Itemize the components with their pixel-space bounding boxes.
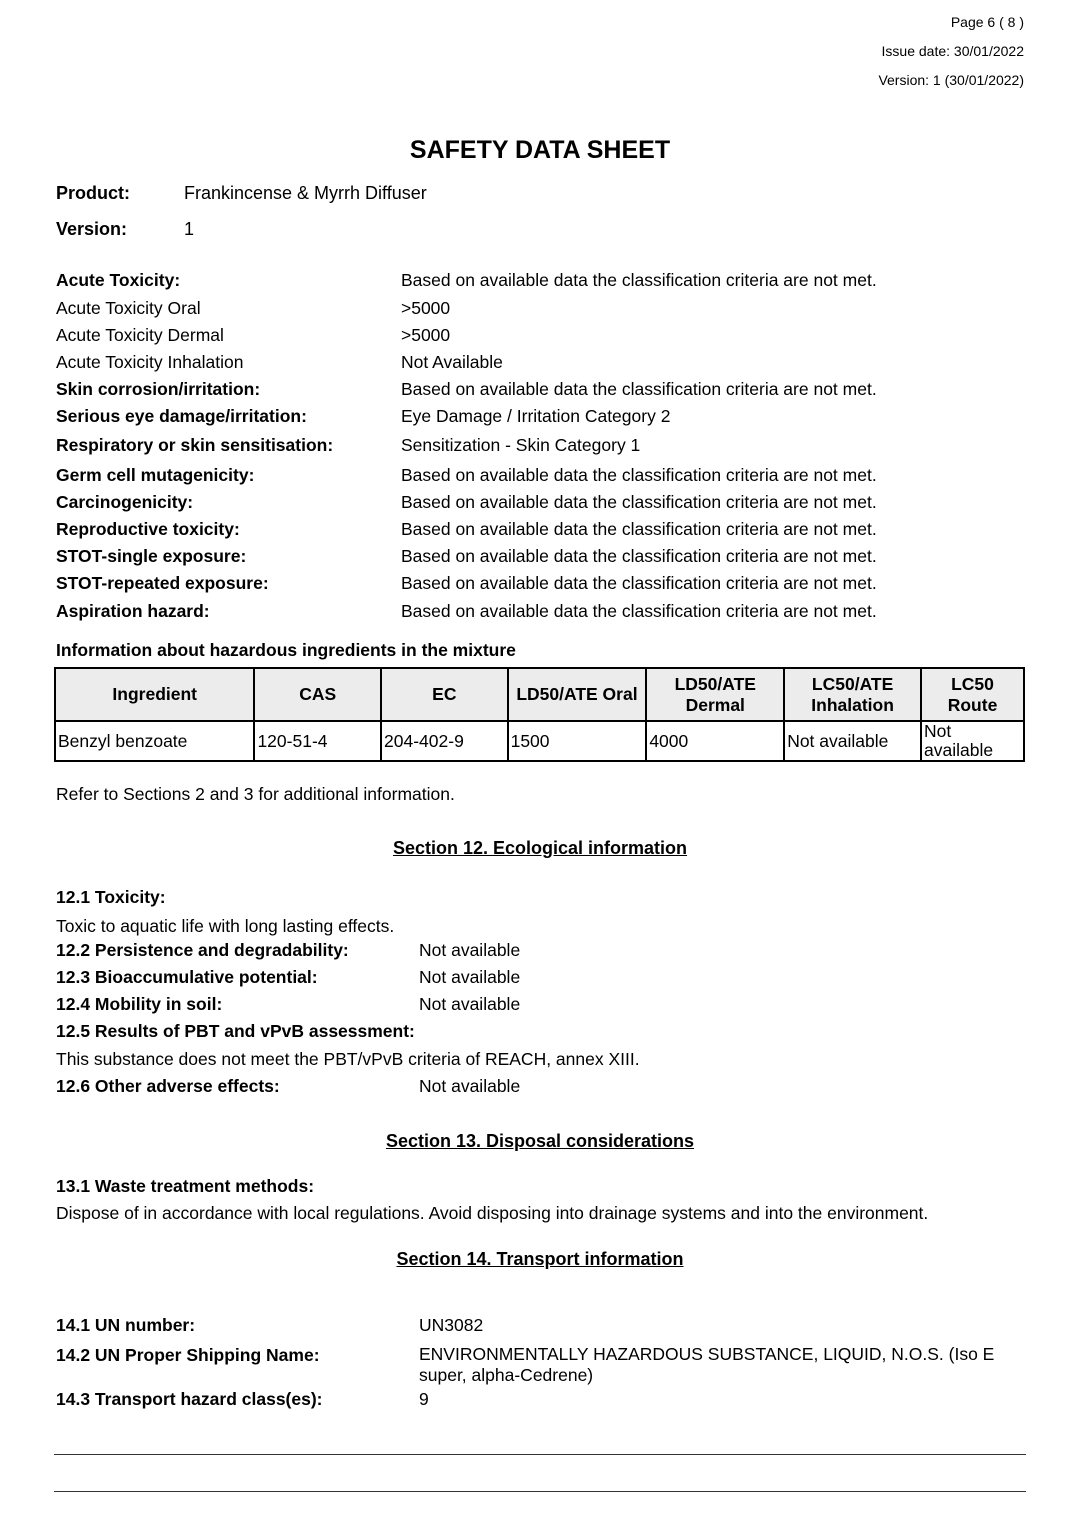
section-14-title: Section 14. Transport information <box>396 1249 684 1269</box>
mobility-label: 12.4 Mobility in soil: <box>56 994 223 1014</box>
column-header: EC <box>381 668 508 721</box>
table-cell: Not available <box>784 721 921 761</box>
toxicology-label: Germ cell mutagenicity: <box>56 465 255 485</box>
toxicology-value: Based on available data the classification criteria are not met. <box>401 546 877 566</box>
footer-divider-bottom <box>54 1491 1026 1492</box>
table-cell: Not available <box>921 721 1024 761</box>
toxicology-label: STOT-repeated exposure: <box>56 573 269 593</box>
un-number-value: UN3082 <box>419 1315 484 1335</box>
toxicology-value: Based on available data the classification criteria are not met. <box>401 379 877 399</box>
toxicology-label: Carcinogenicity: <box>56 492 194 512</box>
toxicology-label: Acute Toxicity Dermal <box>56 325 224 345</box>
ingredients-note: Refer to Sections 2 and 3 for additional information. <box>56 784 455 804</box>
column-header: LC50/ATE Inhalation <box>784 668 921 721</box>
column-header: LC50 Route <box>921 668 1024 721</box>
pbt-label: 12.5 Results of PBT and vPvB assessment: <box>56 1021 415 1041</box>
toxicology-value: >5000 <box>401 325 451 345</box>
table-cell: 204-402-9 <box>381 721 508 761</box>
page-number: Page 6 ( 8 ) <box>950 14 1024 30</box>
toxicology-label: Acute Toxicity Oral <box>56 298 201 318</box>
toxicology-label: Acute Toxicity: <box>56 270 181 290</box>
shipping-name-value: ENVIRONMENTALLY HAZARDOUS SUBSTANCE, LIQUID, N.O.S. (Iso E super, alpha-Cedrene) <box>419 1344 995 1385</box>
table-header-row <box>55 668 1024 721</box>
toxicology-value: Not Available <box>401 352 503 372</box>
persistence-value: Not available <box>419 940 521 960</box>
hazard-class-label: 14.3 Transport hazard class(es): <box>56 1389 323 1409</box>
other-effects-label: 12.6 Other adverse effects: <box>56 1076 280 1096</box>
toxicity-text: Toxic to aquatic life with long lasting effects. <box>56 916 395 936</box>
document-version: Version: 1 (30/01/2022) <box>878 72 1024 88</box>
toxicology-value: Based on available data the classification criteria are not met. <box>401 492 877 512</box>
un-number-label: 14.1 UN number: <box>56 1315 196 1335</box>
toxicology-value: >5000 <box>401 298 451 318</box>
bioaccumulation-value: Not available <box>419 967 521 987</box>
product-label: Product: <box>56 183 130 203</box>
persistence-label: 12.2 Persistence and degradability: <box>56 940 349 960</box>
toxicology-label: Serious eye damage/irritation: <box>56 406 307 426</box>
column-header: LD50/ATE Dermal <box>646 668 784 721</box>
other-effects-value: Not available <box>419 1076 521 1096</box>
ingredients-table <box>54 667 1025 762</box>
pbt-text: This substance does not meet the PBT/vPvB criteria of REACH, annex XIII. <box>56 1049 640 1069</box>
toxicology-value: Sensitization - Skin Category 1 <box>401 435 641 455</box>
toxicology-label: Respiratory or skin sensitisation: <box>56 435 334 455</box>
toxicology-value: Based on available data the classification criteria are not met. <box>401 573 877 593</box>
toxicology-value: Eye Damage / Irritation Category 2 <box>401 406 671 426</box>
shipping-name-label: 14.2 UN Proper Shipping Name: <box>56 1345 320 1365</box>
waste-text: Dispose of in accordance with local regulations. Avoid disposing into drainage systems and into the environment. <box>56 1203 929 1223</box>
toxicology-value: Based on available data the classification criteria are not met. <box>401 465 877 485</box>
ingredients-heading: Information about hazardous ingredients in the mixture <box>56 640 516 660</box>
toxicology-label: STOT-single exposure: <box>56 546 247 566</box>
bioaccumulation-label: 12.3 Bioaccumulative potential: <box>56 967 318 987</box>
hazard-class-value: 9 <box>419 1389 429 1409</box>
version-label: Version: <box>56 219 128 239</box>
issue-date: Issue date: 30/01/2022 <box>881 43 1024 59</box>
toxicology-label: Skin corrosion/irritation: <box>56 379 261 399</box>
toxicology-label: Reproductive toxicity: <box>56 519 240 539</box>
table-row <box>55 721 1024 761</box>
column-header: Ingredient <box>55 668 254 721</box>
mobility-value: Not available <box>419 994 521 1014</box>
section-13-title: Section 13. Disposal considerations <box>385 1131 695 1151</box>
toxicology-value: Based on available data the classification criteria are not met. <box>401 601 877 621</box>
version-value: 1 <box>184 219 195 239</box>
toxicology-value: Based on available data the classification criteria are not met. <box>401 519 877 539</box>
footer-divider-top <box>54 1454 1026 1455</box>
table-cell: Benzyl benzoate <box>55 721 254 761</box>
waste-label: 13.1 Waste treatment methods: <box>56 1176 315 1196</box>
toxicology-label: Aspiration hazard: <box>56 601 210 621</box>
table-cell: 1500 <box>508 721 647 761</box>
table-cell: 120-51-4 <box>254 721 381 761</box>
toxicology-label: Acute Toxicity Inhalation <box>56 352 244 372</box>
toxicology-value: Based on available data the classification criteria are not met. <box>401 270 877 290</box>
section-12-title: Section 12. Ecological information <box>392 838 688 858</box>
document-title: SAFETY DATA SHEET <box>409 136 671 164</box>
column-header: LD50/ATE Oral <box>508 668 647 721</box>
toxicity-label: 12.1 Toxicity: <box>56 887 166 907</box>
column-header: CAS <box>254 668 381 721</box>
table-cell: 4000 <box>646 721 784 761</box>
product-value: Frankincense & Myrrh Diffuser <box>184 183 427 203</box>
